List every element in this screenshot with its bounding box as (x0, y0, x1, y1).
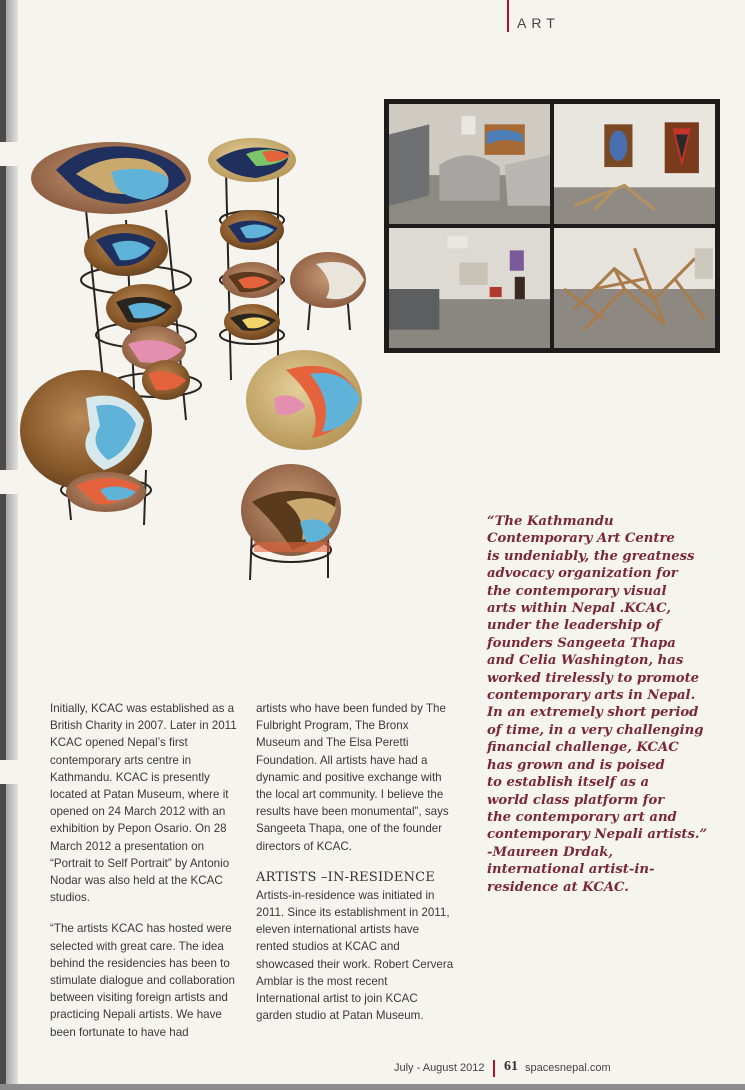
quote-line: arts within Nepal .KCAC, (487, 601, 671, 617)
page-edge (0, 1084, 745, 1090)
quote-line: contemporary Nepali artists.” (487, 827, 708, 843)
quote-line: “The Kathmandu (487, 514, 614, 529)
quote-line: Contemporary Art Centre (487, 531, 675, 547)
quote-line: under the leadership of (487, 618, 661, 634)
gallery-photo-metal-sculptures (389, 104, 550, 224)
gallery-photo-wall-panels (554, 104, 715, 224)
section-heading: ARTISTS –IN-RESIDENCE (256, 869, 436, 885)
painted-stools-illustration (16, 130, 386, 590)
quote-line: contemporary arts in Nepal. (487, 688, 696, 704)
quote-line: of time, in a very challenging (487, 722, 704, 738)
quote-line: and Celia Washington, has (487, 653, 684, 669)
installation-photo-grid (384, 99, 720, 353)
quote-line: the contemporary art and (487, 809, 677, 825)
quote-attribution: international artist-in- (487, 862, 655, 878)
section-rule (507, 0, 509, 32)
website: spacesnepal.com (525, 1062, 611, 1074)
quote-attribution: residence at KCAC. (487, 879, 629, 895)
article-column-2 (256, 700, 454, 1038)
footer-rule (493, 1060, 495, 1077)
gallery-photo-bamboo-structure (554, 228, 715, 348)
gallery-photo-room-installation (389, 228, 550, 348)
quote-line: world class platform for (487, 792, 665, 808)
article-paragraph: Initially, KCAC was established as a British Charity in 2007. Later in 2011 KCAC opened Nepal’s first contemporary arts centre in Kathmandu. KCAC is presently located at Patan Museum, where it opened on 24 March 2012 with an exhibition by Pepon Osario. On 28 March 2012 a presentation on “Portrait to Self Portrait” by Antonio Nodar was also held at the KCAC studios. (50, 702, 237, 905)
quote-attribution: -Maureen Drdak, (487, 844, 613, 860)
quote-line: financial challenge, KCAC (487, 740, 679, 756)
article-paragraph: artists who have been funded by The Fulbright Program, The Bronx Museum and The Elsa Peretti Foundation. All artists have had a dynamic and positive exchange with the local art community. I believe the results have been monumental”, says Sangeeta Thapa, one of the founder directors of KCAC. (256, 702, 449, 853)
page-number: 61 (504, 1059, 518, 1074)
quote-line: advocacy organization for (487, 566, 678, 582)
article-column-1 (50, 700, 240, 1055)
quote-line: founders Sangeeta Thapa (487, 635, 676, 651)
article-paragraph: Artists-in-residence was initiated in 2011. Since its establishment in 2011, eleven international artists have rented studios at KCAC and showcased their work. Robert Cervera Amblar is the most recent International artist to join KCAC garden studio at Patan Museum. (256, 888, 454, 1023)
quote-line: to establish itself as a (487, 775, 650, 791)
article-paragraph: “The artists KCAC has hosted were selected with great care. The idea behind the residencies has been to stimulate dialogue and collaboration between visiting foreign artists and practicing Nepali artists. We have been fortunate to have had (50, 922, 235, 1039)
quote-line: In an extremely short period (487, 705, 699, 721)
pull-quote (487, 513, 719, 896)
quote-line: worked tirelessly to promote (487, 670, 700, 686)
quote-line: the contemporary visual (487, 583, 667, 599)
issue-date: July - August 2012 (394, 1062, 485, 1074)
quote-line: has grown and is poised (487, 757, 665, 773)
quote-line: is undeniably, the greatness (487, 548, 695, 564)
section-label: ART (517, 15, 560, 31)
